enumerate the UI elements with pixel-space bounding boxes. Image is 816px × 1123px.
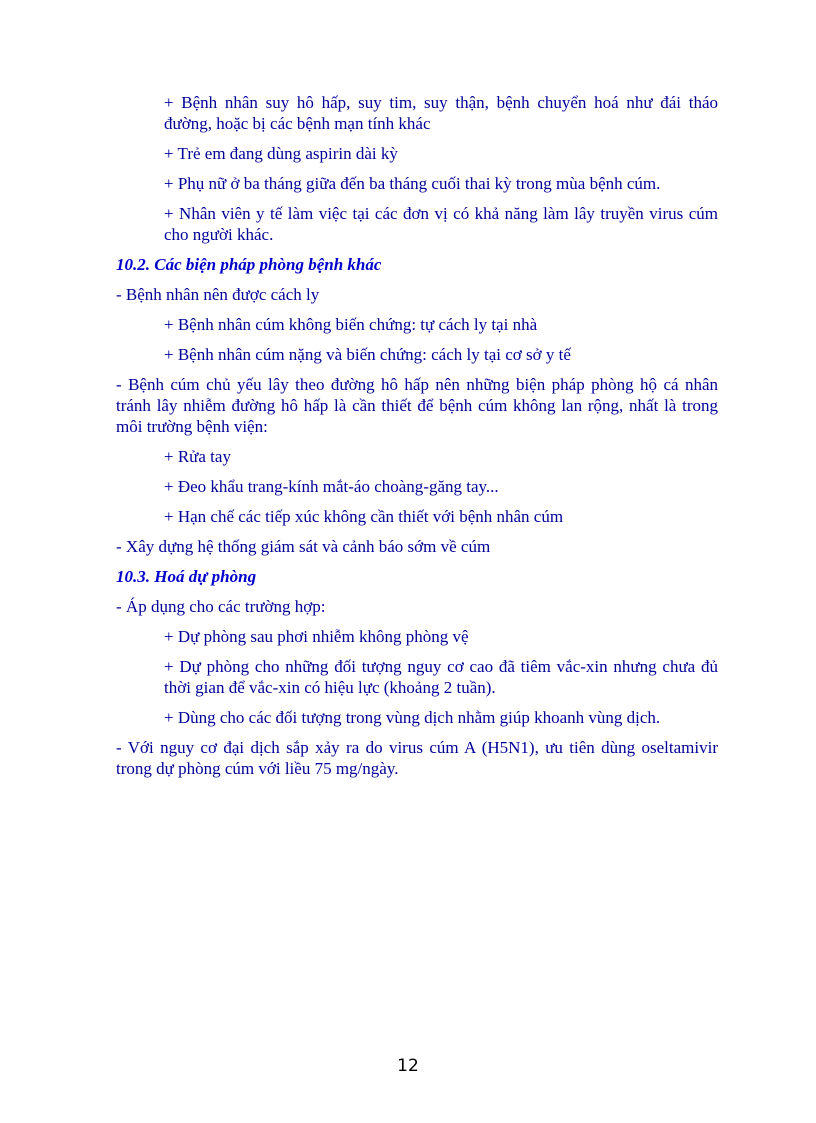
paragraph-surveillance: - Xây dựng hệ thống giám sát và cảnh báo sớm về cúm [116,537,491,556]
page-number: 12 [397,1056,419,1076]
section-heading-10-3: 10.3. Hoá dự phòng [116,567,257,586]
list-item: + Trẻ em đang dùng aspirin dài kỳ [164,144,398,163]
paragraph-pandemic: - Với nguy cơ đại dịch sắp xảy ra do virus cúm A (H5N1), ưu tiên dùng oseltamivir trong dự phòng cúm với liều 75 mg/ngày. [116,738,718,778]
list-item: + Dự phòng sau phơi nhiễm không phòng vệ [164,627,469,646]
paragraph-respiratory: - Bệnh cúm chủ yếu lây theo đường hô hấp nên những biện pháp phòng hộ cá nhân tránh lây nhiễm đường hô hấp là cần thiết để bệnh cúm không lan rộng, nhất là trong môi trường bệnh viện: [116,375,718,436]
section-heading-10-2: 10.2. Các biện pháp phòng bệnh khác [116,255,382,274]
list-item: + Bệnh nhân cúm không biến chứng: tự cách ly tại nhà [164,315,538,334]
list-item: + Phụ nữ ở ba tháng giữa đến ba tháng cuối thai kỳ trong mùa bệnh cúm. [164,174,661,193]
list-item: + Hạn chế các tiếp xúc không cần thiết với bệnh nhân cúm [164,507,564,526]
document-body [116,92,718,779]
list-item: + Bệnh nhân suy hô hấp, suy tim, suy thận, bệnh chuyển hoá như đái tháo đường, hoặc bị các bệnh mạn tính khác [164,93,718,133]
list-item: + Dự phòng cho những đối tượng nguy cơ cao đã tiêm vắc-xin nhưng chưa đủ thời gian để vắc-xin có hiệu lực (khoảng 2 tuần). [164,657,718,697]
list-item: + Đeo khẩu trang-kính mắt-áo choàng-găng tay... [164,477,499,496]
list-item: + Dùng cho các đối tượng trong vùng dịch nhằm giúp khoanh vùng dịch. [164,708,661,727]
list-item: + Nhân viên y tế làm việc tại các đơn vị có khả năng làm lây truyền virus cúm cho người khác. [164,204,718,244]
paragraph-apply: - Áp dụng cho các trường hợp: [116,597,326,616]
list-item: + Bệnh nhân cúm nặng và biến chứng: cách ly tại cơ sở y tế [164,345,571,364]
list-item: + Rửa tay [164,447,231,466]
paragraph-isolation: - Bệnh nhân nên được cách ly [116,285,320,304]
